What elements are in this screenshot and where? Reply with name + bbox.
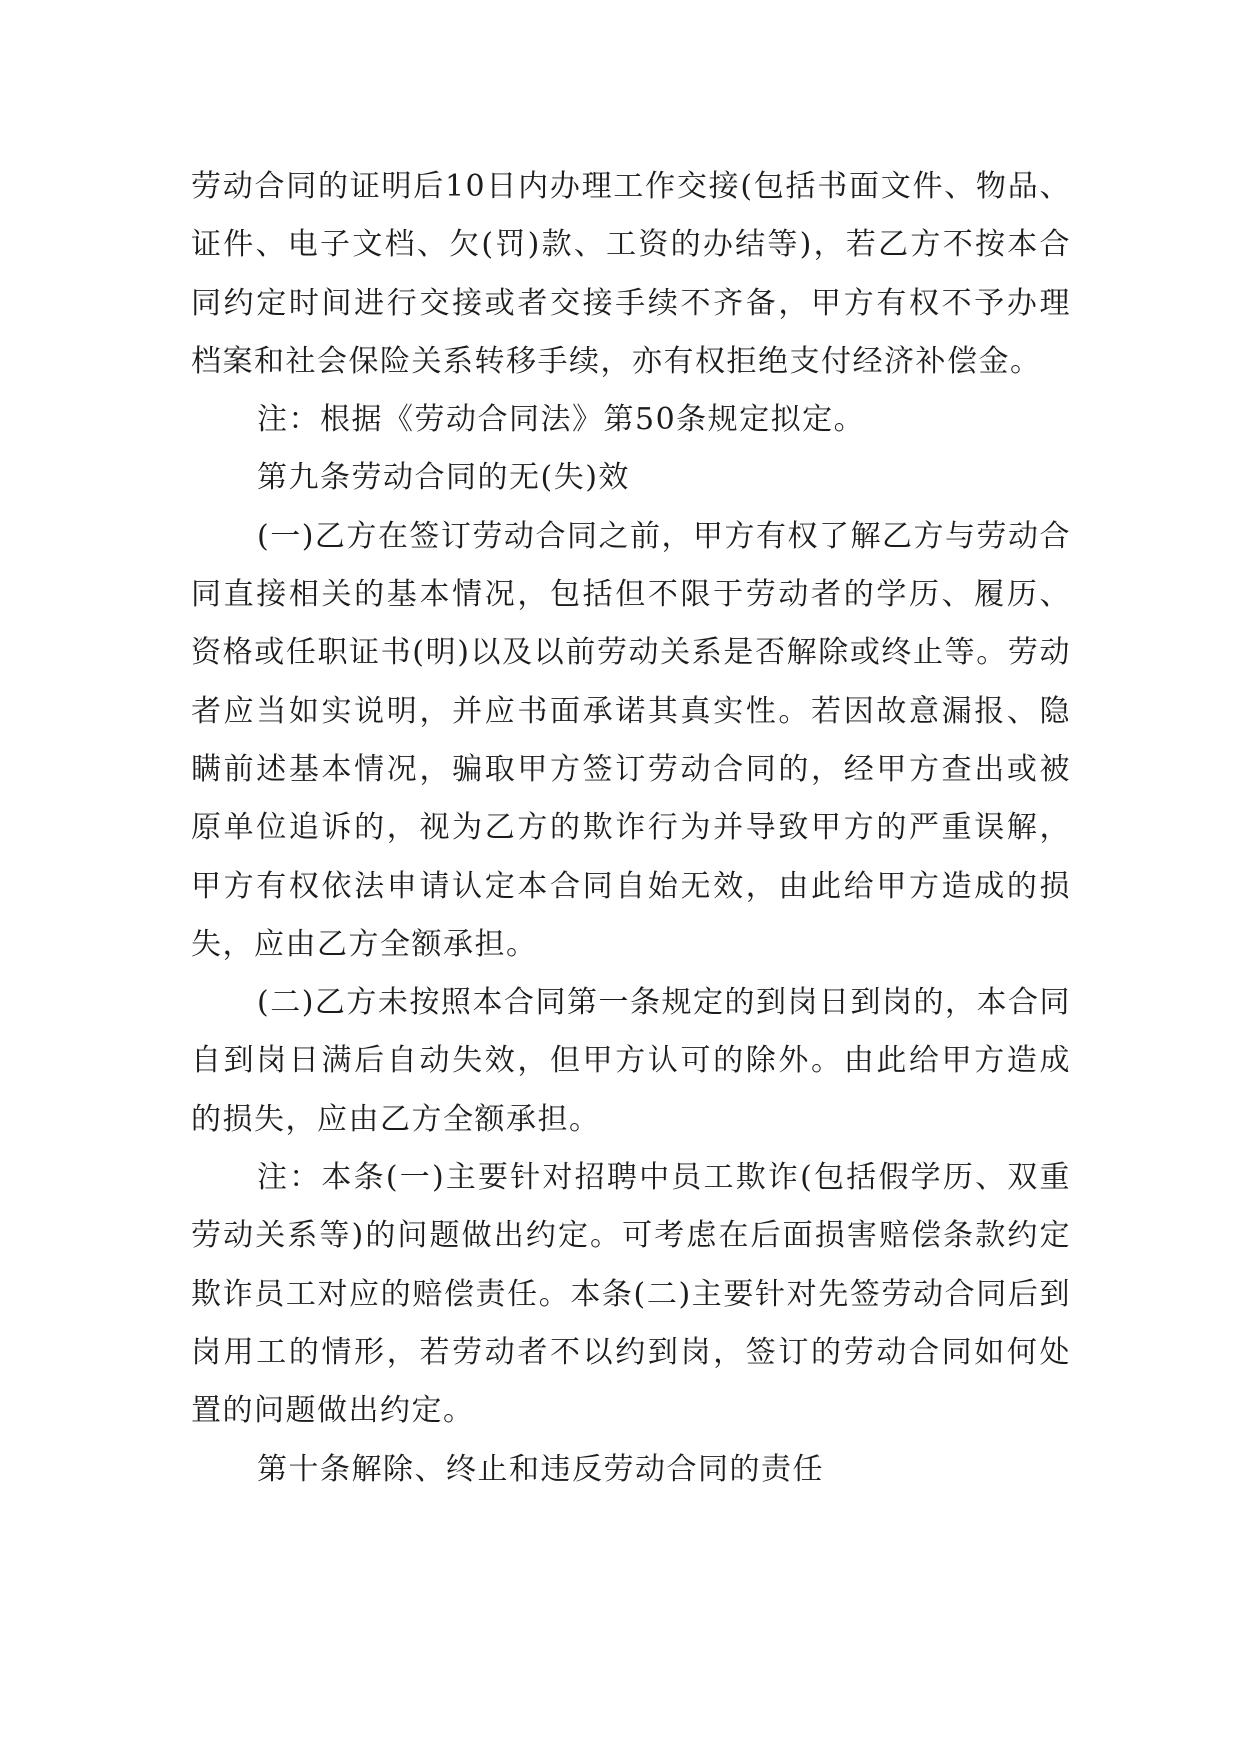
paragraph-note-article-50: 注：根据《劳动合同法》第50条规定拟定。 — [257, 402, 866, 438]
document-body — [191, 158, 1071, 1499]
heading-article-9: 第九条劳动合同的无(失)效 — [257, 460, 630, 496]
paragraph-note-article-9: 注：本条(一)主要针对招聘中员工欺诈(包括假学历、双重劳动关系等)的问题做出约定。可考虑在后面损害赔偿条款约定欺诈员工对应的赔偿责任。本条(二)主要针对先签劳动合同后到岗用工的情形，若劳动者不以约到岗，签订的劳动合同如何处置的问题做出约定。 — [191, 1160, 1071, 1429]
paragraph-handover-continued: 劳动合同的证明后10日内办理工作交接(包括书面文件、物品、证件、电子文档、欠(罚)款、工资的办结等)，若乙方不按本合同约定时间进行交接或者交接手续不齐备，甲方有权不予办理档案和社会保险关系转移手续，亦有权拒绝支付经济补偿金。 — [191, 169, 1071, 379]
heading-article-10: 第十条解除、终止和违反劳动合同的责任 — [257, 1451, 824, 1487]
paragraph-article-9-item-1: (一)乙方在签订劳动合同之前，甲方有权了解乙方与劳动合同直接相关的基本情况，包括但不限于劳动者的学历、履历、资格或任职证书(明)以及以前劳动关系是否解除或终止等。劳动者应当如实说明，并应书面承诺其真实性。若因故意漏报、隐瞒前述基本情况，骗取甲方签订劳动合同的，经甲方查出或被原单位追诉的，视为乙方的欺诈行为并导致甲方的严重误解，甲方有权依法申请认定本合同自始无效，由此给甲方造成的损失，应由乙方全额承担。 — [191, 518, 1071, 962]
paragraph-article-9-item-2: (二)乙方未按照本合同第一条规定的到岗日到岗的，本合同自到岗日满后自动失效，但甲方认可的除外。由此给甲方造成的损失，应由乙方全额承担。 — [191, 985, 1071, 1137]
